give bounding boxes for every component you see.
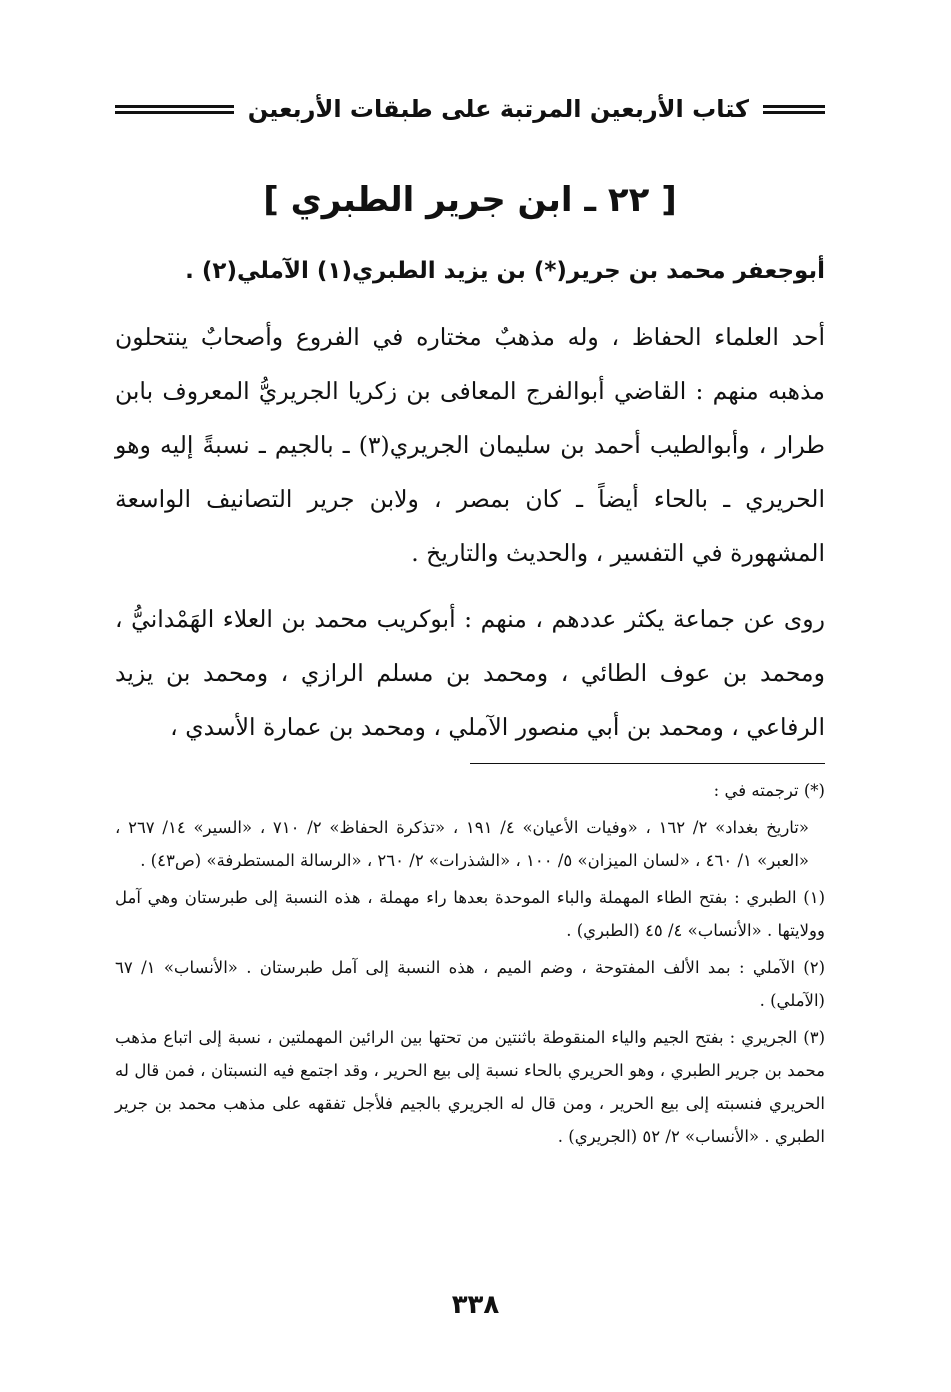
body-paragraph-1: أحد العلماء الحفاظ ، وله مذهبٌ مختاره في الفروع وأصحابٌ ينتحلون مذهبه منهم : القاضي أبوالفرج المعافى بن زكريا الجريريُّ المعروف بابن طرار ، وأبوالطيب أحمد بن سليمان الجريري(٣) ـ بالجيم ـ نسبةً إليه وهو الحريري ـ بالحاء أيضاً ـ كان بمصر ، ولابن جرير التصانيف الواسعة المشهورة في التفسير ، والحديث والتاريخ . — [115, 323, 825, 567]
section-title: [ ٢٢ ـ ابن جرير الطبري ] — [263, 180, 677, 220]
footnote-star-refs: «تاريخ بغداد» ٢/ ١٦٢ ، «وفيات الأعيان» ٤/ ١٩١ ، «تذكرة الحفاظ» ٢/ ٧١٠ ، «السير» ١٤/ ٢٦٧ ، «العبر» ١/ ٤٦٠ ، «لسان الميزان» ٥/ ١٠٠ ، «الشذرات» ٢/ ٢٦٠ ، «الرسالة المستطرفة» (ص٤٣) . — [115, 818, 809, 870]
section-subtitle: أبوجعفر محمد بن جرير(*) بن يزيد الطبري(١) الآملي(٢) . — [185, 258, 825, 284]
header-title: كتاب الأربعين المرتبة على طبقات الأربعين — [247, 95, 749, 123]
page-number: ٣٣٨ — [451, 1290, 500, 1320]
header-rule-right — [763, 105, 825, 114]
footnote-3: (٣) الجريري : بفتح الجيم والياء المنقوطة باثنتين من تحتها بين الرائين المهملتين ، نسبة إلى اتباع مذهب محمد بن جرير الطبري ، وهو الحريري بالحاء نسبة إلى بيع الحرير ، وقد اجتمع فيه النسبتان ، فمن قال له الحريري فنسبته إلى بيع الحرير ، ومن قال له الجريري بالجيم فلأجل تفقهه على مذهب محمد بن جرير الطبري . «الأنساب» ٢/ ٥٢ (الجريري) . — [115, 1028, 825, 1146]
header-rule-left — [115, 105, 234, 114]
footnote-star-intro: (*) ترجمته في : — [713, 781, 825, 800]
footnote-2: (٢) الآملي : بمد الألف المفتوحة ، وضم الميم ، هذه النسبة إلى آمل طبرستان . «الأنساب» ١/ ٦٧ (الآملي) . — [115, 958, 825, 1010]
footnote-1: (١) الطبري : بفتح الطاء المهملة والباء الموحدة بعدها راء مهملة ، هذه النسبة إلى طبرستان وهي آمل وولايتها . «الأنساب» ٤/ ٤٥ (الطبري) . — [115, 888, 825, 940]
footnotes — [115, 774, 825, 1157]
running-header — [115, 92, 825, 126]
body-paragraph-2: روى عن جماعة يكثر عددهم ، منهم : أبوكريب محمد بن العلاء الهَمْدانيُّ ، ومحمد بن عوف الطائي ، ومحمد بن مسلم الرازي ، ومحمد بن يزيد الرفاعي ، ومحمد بن أبي منصور الآملي ، ومحمد بن عمارة الأسدي ، — [115, 605, 825, 741]
footnote-separator — [470, 763, 825, 764]
